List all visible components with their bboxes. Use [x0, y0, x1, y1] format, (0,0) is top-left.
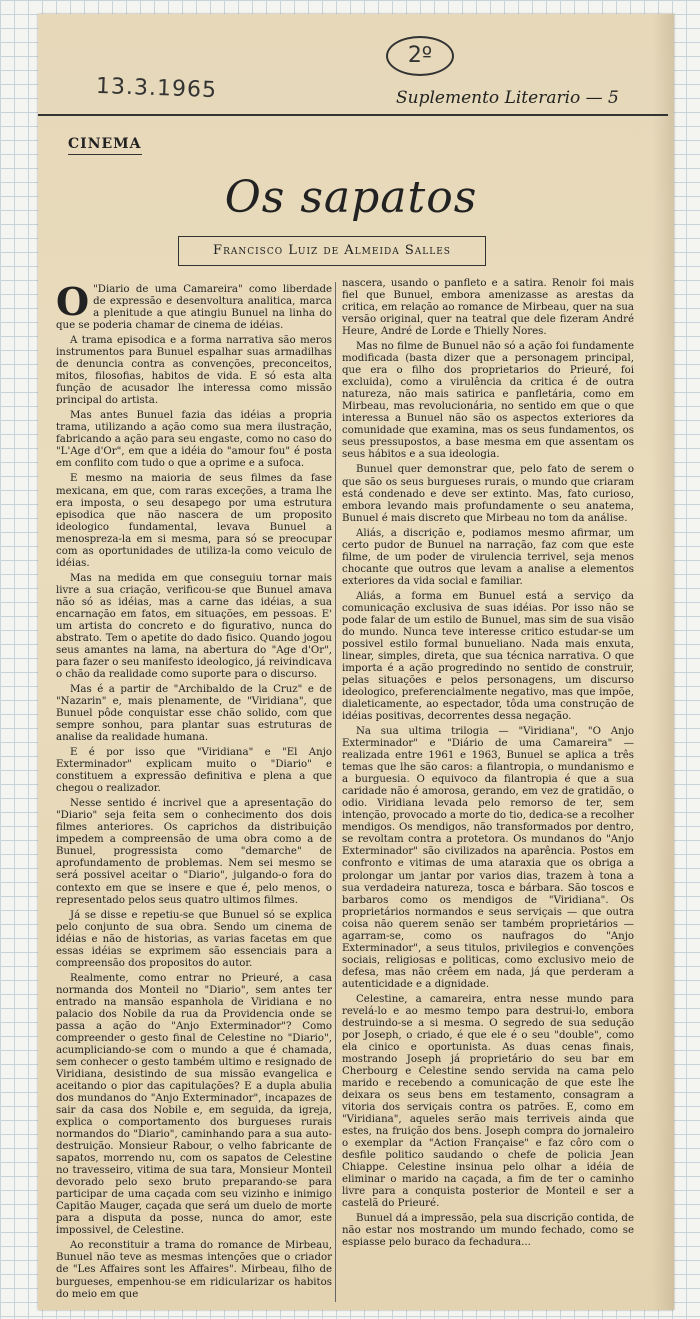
- paragraph: Aliás, a discrição e, podiamos mesmo afirmar, um certo pudor de Bunuel na narração, faz com que este filme, de um poder de virulencia terrivel, seja menos chocante que outros que levam a analise a elementos exteriores da vida social e familiar.: [342, 527, 634, 587]
- publication-header: Suplemento Literario — 5: [396, 88, 619, 108]
- paragraph: Aliás, a forma em Bunuel está a serviço da comunicação exclusiva de suas idéias. Por isso não se pode falar de um estilo de Bunuel, mas sim de sua visão do mundo. Nunca teve interesse critico estudar-se um possivel estilo formal bunueliano. Nada mais enxuta, linear, simples, direta, que sua técnica narrativa. O que importa é a ação progredindo no sentido de construir, pelas situações e pelos personagens, um discurso ideologico, preferencialmente negativo, mas que impõe, dialeticamente, ao espectador, tôda uma construção de idéias positivas, decorrentes dessa negação.: [342, 590, 634, 723]
- paragraph: Bunuel quer demonstrar que, pelo fato de serem o que são os seus burgueses rurais, o mundo que criaram está condenado e deve ser extinto. Mas, fato curioso, embora levando mais profundamente o seu anatema, Bunuel é mais discreto que Mirbeau no tom da análise.: [342, 464, 634, 524]
- paragraph: nascera, usando o panfleto e a satira. Renoir foi mais fiel que Bunuel, embora amenizasse as arestas da critica, em relação ao romance de Mirbeau, quer na sua versão original, quer na teatral que dele fizeram André Heure, André de Lorde e Thielly Nores.: [342, 278, 634, 338]
- paragraph-text: "Diario de uma Camareira" como liberdade de expressão e desenvoltura analitica, marca a plenitude a que atingiu Bunuel na linha do que se poderia chamar de cinema de idéias.: [56, 284, 332, 332]
- paragraph: E mesmo na maioria de seus filmes da fase mexicana, em que, com raras exceções, a trama lhe era imposta, o seu desapego por uma estrutura episodica que não nascera de um proposito ideologico fundamental, levava Bunuel a menospreza-la em si mesma, para só se preocupar com as oportunidades de utiliza-la como veiculo de idéias.: [56, 473, 332, 569]
- right-column: [342, 278, 634, 1308]
- paragraph: Mas antes Bunuel fazia das idéias a propria trama, utilizando a ação como sua mera ilustração, fabricando a ação para seu engaste, como no caso do "L'Age d'Or", em que a idéia do "amour fou" é posta em conflito com tudo o que a oprime e a sufoca.: [56, 410, 332, 470]
- column-divider: [335, 282, 336, 1302]
- paragraph: Celestine, a camareira, entra nesse mundo para revelá-lo e ao mesmo tempo para destrui-lo, embora destruindo-se a si mesma. O segredo de sua sedução por Joseph, o criado, é que ele é o seu "double", como ela cinico e oportunista. As duas cenas finais, mostrando Joseph já proprietário do seu bar em Cherbourg e Celestine sendo servida na cama pelo marido e recebendo a comunicação de que este lhe deixara os seus bens em testamento, consagram a vitoria dos serviçais contra os patrões. E, como em "Viridiana", aqueles serão mais terriveis ainda que estes, na fruição dos bens. Joseph compra do jornaleiro o exemplar da "Action Française" e faz côro com o desfile politico saudando o chefe de policia Jean Chiappe. Celestine insinua pelo olhar a idéia de eliminar o marido na caçada, a fim de ter o caminho livre para a conquista posterior de Monteil e ser a castelã do Prieuré.: [342, 993, 634, 1210]
- byline: Francisco Luiz de Almeida Salles: [178, 236, 486, 266]
- handwritten-date: 13.3.1965: [95, 73, 218, 104]
- paragraph: Mas é a partir de "Archibaldo de la Cruz" e de "Nazarin" e, mais plenamente, de "Viridiana", que Bunuel pôde conquistar esse chão solido, com que sempre sonhou, para plantar suas estruturas de analise da realidade humana.: [56, 684, 332, 744]
- newspaper-clipping: [38, 14, 674, 1310]
- paragraph: Na sua ultima trilogia — "Viridiana", "O Anjo Exterminador" e "Diário de uma Camareira" — realizada entre 1961 e 1963, Bunuel se aplica a três temas que lhe são caros: a filantropia, o mundanismo e a burguesia. O equivoco da filantropia é que a sua caridade não é amorosa, gerando, em vez de gratidão, o odio. Viridiana levada pelo remorso de ter, sem intenção, provocado a morte do tio, dedica-se a recolher mendigos. Os mendigos, não transformados por dentro, se revoltam contra a protetora. Os mundanos do "Anjo Exterminador" são civilizados na aparência. Postos em confronto e vitimas de uma ataraxia que os obriga a prolongar um jantar por varios dias, trazem à tona a sua verdadeira natureza, tosca e bárbara. São toscos e barbaros como os mendigos de "Viridiana". Os proprietários normandos e seus serviçais — que outra coisa não querem senão ser também proprietários — agarram-se, como os naufragos do "Anjo Exterminador", a seus titulos, privilegios e convenções sociais, religiosas e politicas, como exclusivo meio de defesa, mas não crêem em nada, já que perderam a autenticidade e a dignidade.: [342, 726, 634, 990]
- article-title: Os sapatos: [224, 172, 478, 223]
- header-rule: [38, 114, 668, 116]
- paragraph: Mas no filme de Bunuel não só a ação foi fundamente modificada (basta dizer que a personagem principal, que era o filho dos proprietarios do Prieuré, foi excluida), como a virulência da critica é de outra natureza, não mais satirica e panfletária, como em Mirbeau, mas revolucionária, no sentido em que o que interessa a Bunuel não são os aspectos exteriores da comunidade que examina, mas os seus fundamentos, os seus pressupostos, a base mesma em que assentam os seus hábitos e a sua ideologia.: [342, 341, 634, 461]
- paragraph: Nesse sentido é incrivel que a apresentação do "Diario" seja feita sem o conhecimento dos dois filmes anteriores. Os caprichos da distribuição impedem a compreensão de uma obra como a de Bunuel, progressista como "demarche" de aprofundamento de problemas. Nem sei mesmo se será possivel aceitar o "Diario", julgando-o fora do contexto em que se insere e que é, pelo menos, o representado pelos seus quatro ultimos filmes.: [56, 798, 332, 906]
- paragraph: Realmente, como entrar no Prieuré, a casa normanda dos Monteil no "Diario", sem antes ter entrado na mansão espanhola de Viridiana e no palacio dos Nobile da rua da Providencia onde se passa a ação do "Anjo Exterminador"? Como compreender o gesto final de Celestine no "Diario", acumpliciando-se com o mundo a que é chamada, sem conhecer o gesto também ultimo e resignado de Viridiana, desistindo de sua missão evangelica e aceitando o pior das capitulações? E a dupla abulia dos mundanos do "Anjo Exterminador", incapazes de sair da casa dos Nobile e, em seguida, da igreja, explica o comportamento dos burgueses rurais normandos do "Diario", caminhando para a sua auto-destruição. Monsieur Rabour, o velho fabricante de sapatos, morrendo nu, com os sapatos de Celestine no travesseiro, vitima de sua tara, Monsieur Monteil devorado pelo sexo bruto preparando-se para participar de uma caçada com seu vizinho e inimigo Capitão Mauger, caçada que será um duelo de morte para a disputa da posse, nunca do amor, este impossivel, de Celestine.: [56, 972, 332, 1237]
- left-column: [56, 279, 332, 1300]
- paragraph: Ao reconstituir a trama do romance de Mirbeau, Bunuel não teve as mesmas intenções que o criador de "Les Affaires sont les Affaires". Mirbeau, filho de burgueses, empenhou-se em ridicularizar os habitos do meio em que: [56, 1240, 332, 1300]
- section-label: CINEMA: [68, 136, 142, 155]
- paragraph: E é por isso que "Viridiana" e "El Anjo Exterminador" explicam muito o "Diario" e constituem a expressão definitiva e plena a que chegou o realizador.: [56, 747, 332, 795]
- handwritten-circled-number: 2º: [386, 36, 454, 76]
- paragraph: Já se disse e repetiu-se que Bunuel só se explica pelo conjunto de sua obra. Sendo um cinema de idéias e não de historias, as varias facetas em que essas idéias se exprimem são essenciais para a compreensão dos propositos do autor.: [56, 909, 332, 969]
- drop-cap: O: [56, 279, 90, 324]
- paragraph: A trama episodica e a forma narrativa são meros instrumentos para Bunuel espalhar suas armadilhas de denuncia contra as convenções, preconceitos, mitos, filosofias, habitos de vida. E só esta alta função de acusador lhe interessa como missão principal do artista.: [56, 335, 332, 407]
- paragraph: Bunuel dá a impressão, pela sua discrição contida, de não estar nos mostrando um mundo fechado, como se espiasse pelo buraco da fechadura...: [342, 1213, 634, 1249]
- paragraph: [56, 279, 332, 332]
- paragraph: Mas na medida em que conseguiu tornar mais livre a sua criação, verificou-se que Bunuel amava não só as idéias, mas a carne das idéias, a sua encarnação em fatos, em situações, em pessoas. E' um artista do concreto e do figurativo, nunca do abstrato. Tem o apetite do dado fisico. Quando jogou seus amantes na lama, na abertura do "Age d'Or", para fazer o seu manifesto ideologico, já reivindicava o chão da realidade como suporte para o discurso.: [56, 572, 332, 680]
